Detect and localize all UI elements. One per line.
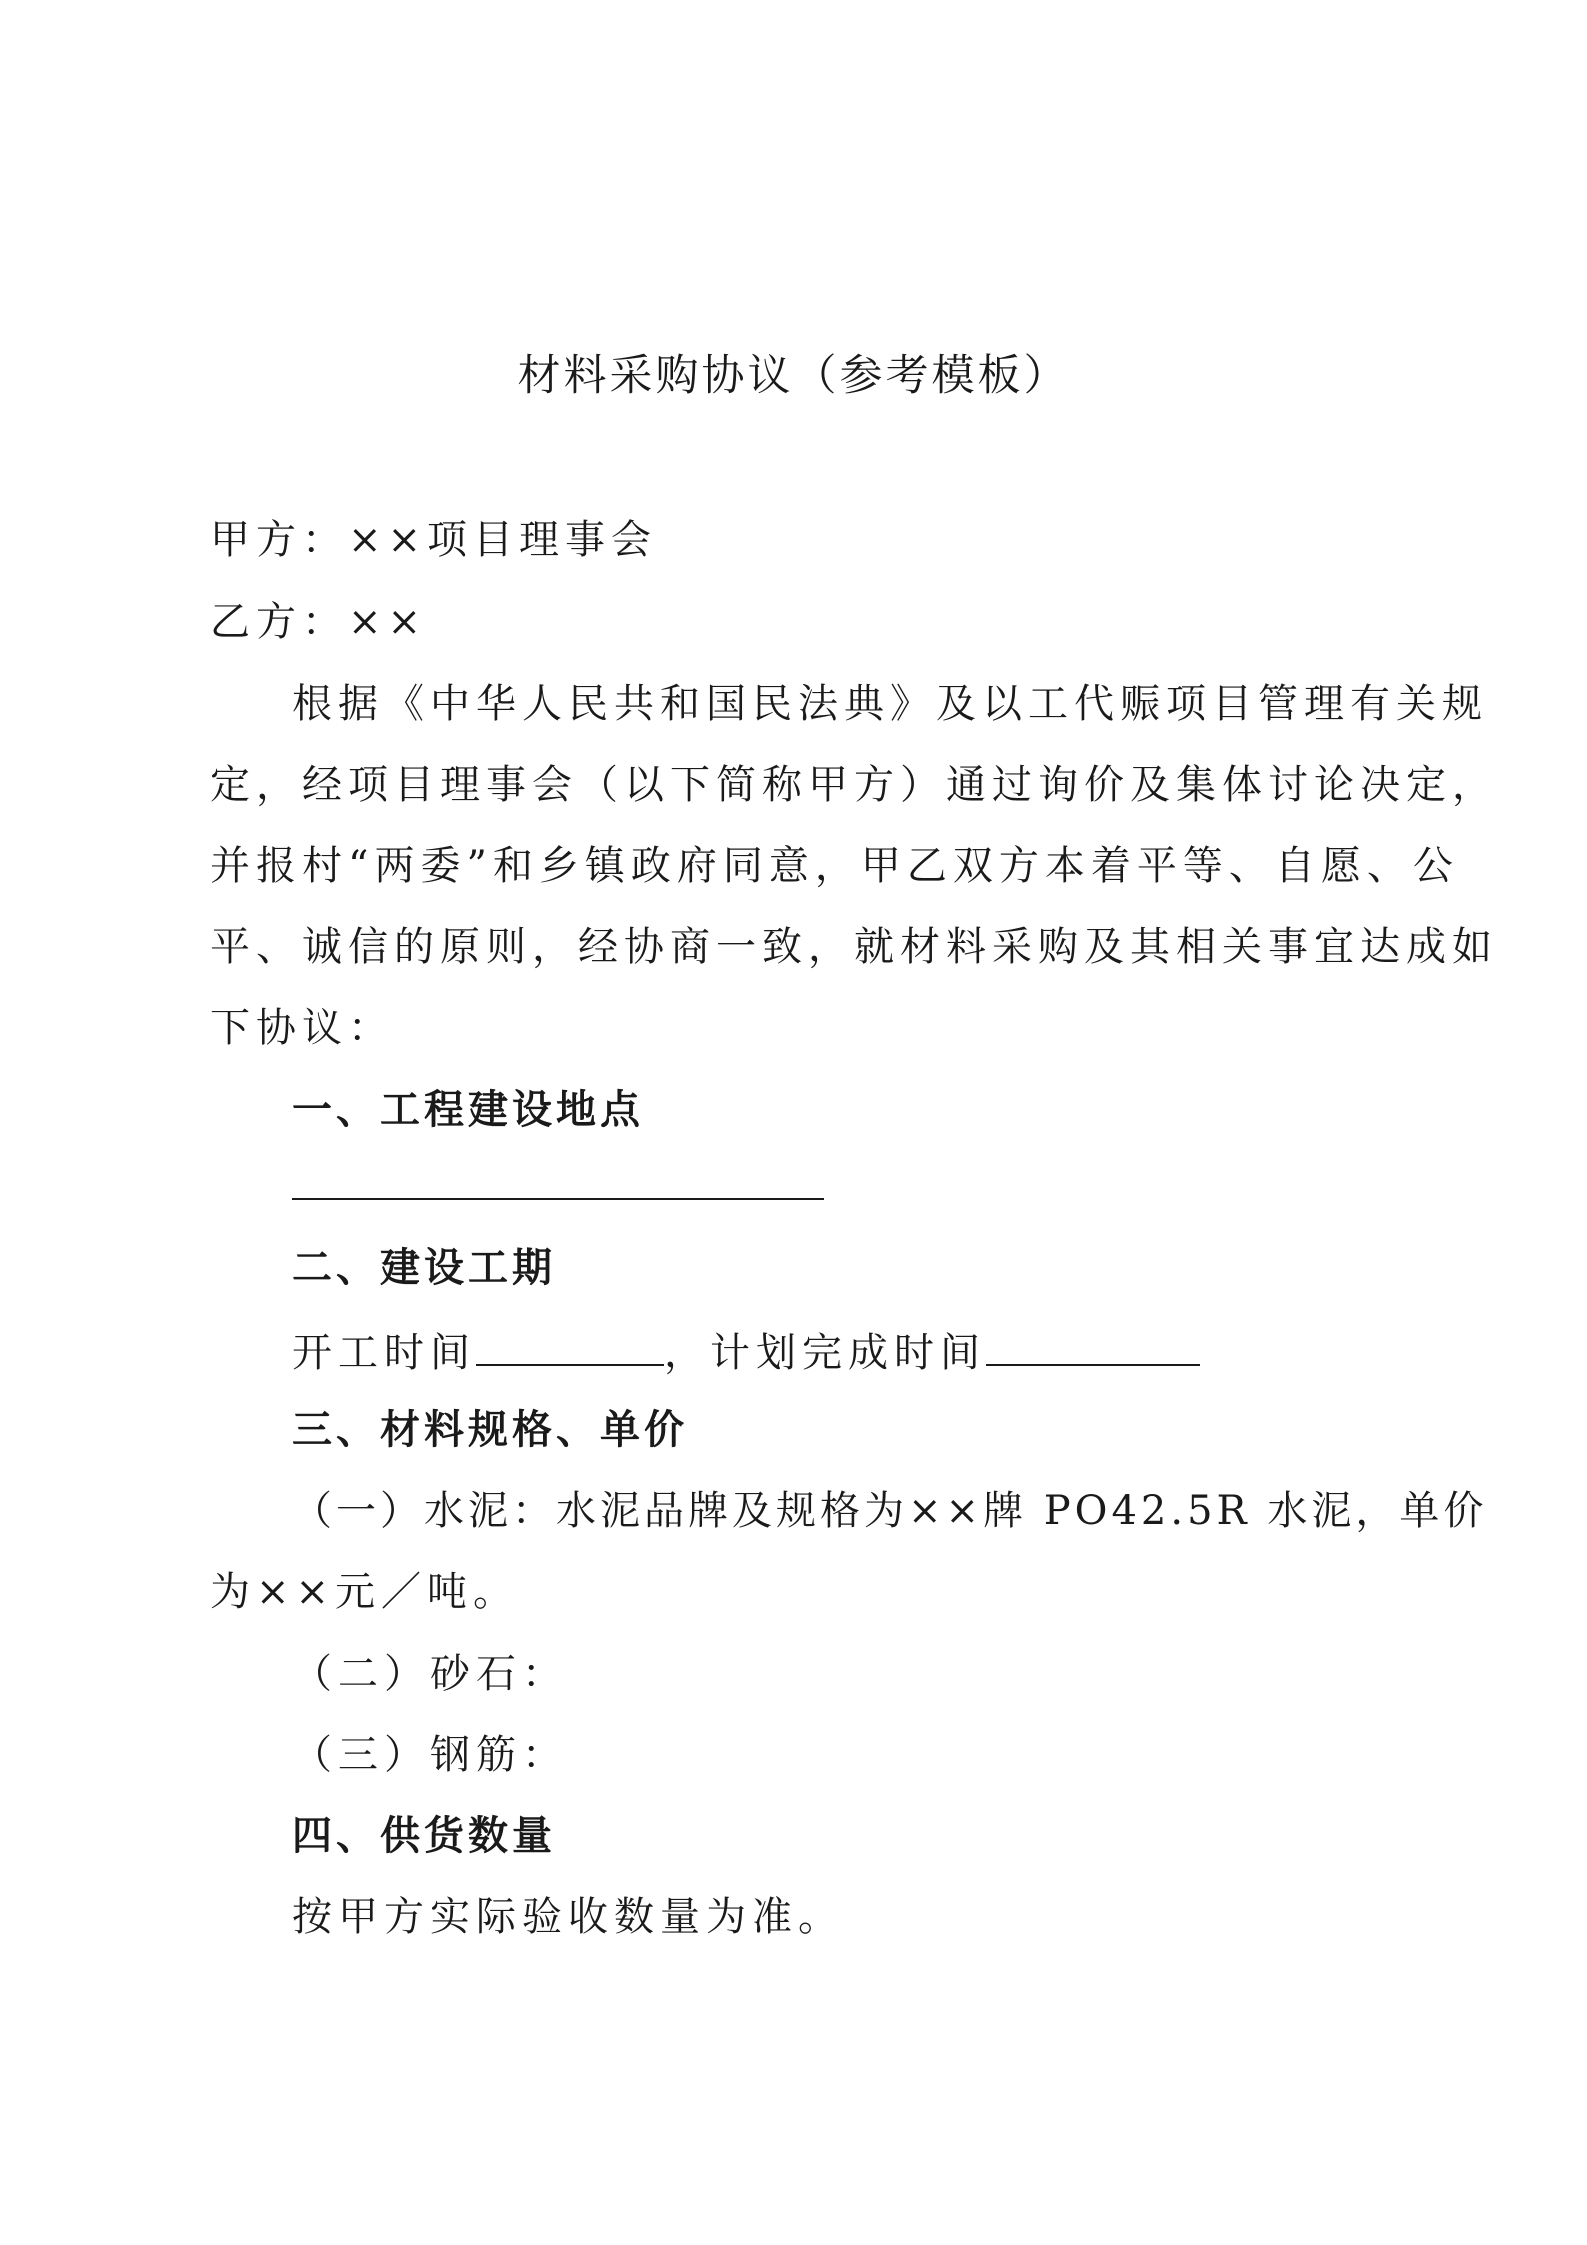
quantity-text: 按甲方实际验收数量为准。 (292, 1894, 844, 1940)
cement-line-2: 为××元／吨。 (210, 1569, 520, 1615)
cement-line-1: （一）水泥：水泥品牌及规格为××牌 PO42.5R 水泥，单价 (292, 1488, 1488, 1534)
intro-line-4 (210, 919, 1498, 975)
plan-complete-label: ，计划完成时间 (664, 1330, 986, 1376)
intro-line-1 (292, 676, 1488, 732)
start-label: 开工时间 (292, 1330, 476, 1376)
party-b: 乙方：×× (210, 599, 428, 645)
schedule-line (292, 1322, 1200, 1381)
intro-line-5: 下协议： (210, 1005, 394, 1051)
section-4-heading: 四、供货数量 (292, 1813, 556, 1859)
complete-date-blank[interactable] (986, 1322, 1200, 1366)
intro-line-2 (210, 757, 1498, 813)
start-date-blank[interactable] (476, 1322, 664, 1366)
intro-line-3 (210, 838, 1459, 894)
intro-text-2: 定，经项目理事会（以下简称甲方）通过询价及集体讨论决定， (210, 762, 1498, 808)
section-1-heading: 一、工程建设地点 (292, 1087, 644, 1133)
intro-text-3: 并报村“两委”和乡镇政府同意，甲乙双方本着平等、自愿、公 (210, 843, 1459, 889)
intro-text-4: 平、诚信的原则，经协商一致，就材料采购及其相关事宜达成如 (210, 924, 1498, 970)
document-title: 材料采购协议（参考模板） (517, 351, 1070, 401)
rebar-item: （三）钢筋： (292, 1732, 568, 1778)
intro-text-1: 根据《中华人民共和国民法典》及以工代赈项目管理有关规 (292, 681, 1488, 727)
party-a: 甲方：××项目理事会 (210, 517, 658, 563)
location-blank[interactable] (292, 1198, 824, 1200)
gravel-item: （二）砂石： (292, 1651, 568, 1697)
section-3-heading: 三、材料规格、单价 (292, 1407, 688, 1453)
section-2-heading: 二、建设工期 (292, 1245, 556, 1291)
